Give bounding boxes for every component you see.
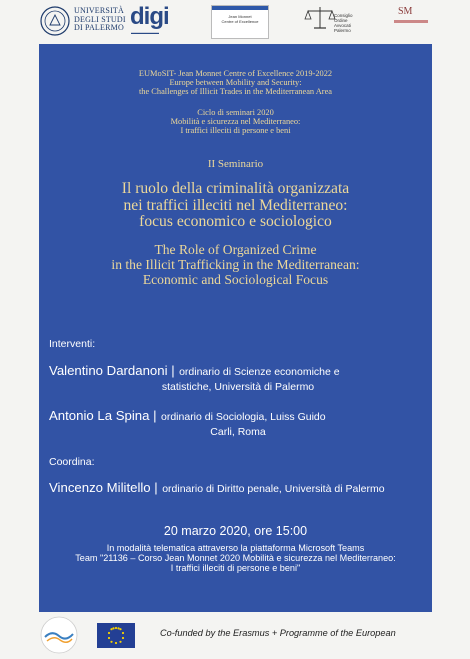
- event-info: In modalità telematica attraverso la piattaforma Microsoft Teams Team "21136 – Corso Jean Monnet 2020 Mobilità e sicurezza nel Mediterraneo: I traffici illeciti di persone e beni": [75, 543, 396, 574]
- sm-logo: SM: [392, 6, 432, 36]
- speaker-2: [49, 407, 427, 438]
- speaker-role-cont: Carli, Roma: [210, 426, 266, 438]
- ordine-avvocati-text: Consiglio Ordine Avvocati Palermo: [334, 13, 353, 33]
- jean-monnet-logo: Jean Monnet Centre of Excellence: [211, 5, 269, 39]
- seminar-number: II Seminario: [207, 158, 264, 170]
- cofunded-text: Co-funded by the Erasmus + Programme of the European: [160, 628, 396, 638]
- event-date: 20 marzo 2020, ore 15:00: [163, 524, 308, 538]
- title-italian: Il ruolo della criminalità organizzata nei traffici illeciti nel Mediterraneo: focus economico e sociologico: [121, 180, 350, 230]
- coordinator-name: Vincenzo Militello |: [49, 480, 158, 495]
- logo-header: [0, 0, 470, 44]
- eumosit-logo-icon: [40, 616, 78, 654]
- speaker-role: ordinario di Scienze economiche e: [179, 366, 340, 378]
- university-seal-icon: [40, 6, 70, 36]
- coordinator: [49, 479, 427, 497]
- poster-panel: [39, 44, 432, 612]
- seminar-cycle: Ciclo di seminari 2020 Mobilità e sicurezza nel Mediterraneo: I traffici illeciti di persone e beni: [170, 108, 301, 136]
- project-intro: EUMoSIT- Jean Monnet Centre of Excellence 2019-2022 Europe between Mobility and Security: the Challenges of Illicit Trades in the Mediterranean Area: [138, 69, 333, 97]
- speaker-role-cont: statistiche, Università di Palermo: [161, 381, 315, 393]
- interventi-label: Interventi:: [49, 338, 96, 350]
- speaker-1: [49, 362, 427, 393]
- speaker-name: Valentino Dardanoni |: [49, 363, 175, 378]
- university-name: UNIVERSITÀ DEGLI STUDI DI PALERMO: [74, 6, 126, 32]
- coordina-label: Coordina:: [49, 456, 95, 468]
- scales-of-justice-icon: [303, 4, 337, 32]
- speaker-name: Antonio La Spina |: [49, 408, 157, 423]
- digi-logo-underline: ▬▬▬▬▬▬▬: [131, 30, 159, 35]
- speaker-role: ordinario di Sociologia, Luiss Guido: [161, 411, 326, 423]
- digi-logo: digi: [130, 3, 169, 30]
- coordinator-role: ordinario di Diritto penale, Università di Palermo: [162, 483, 385, 495]
- eu-flag-icon: [97, 623, 135, 648]
- title-english: The Role of Organized Crime in the Illicit Trafficking in the Mediterranean: Economic and Sociological Focus: [111, 242, 360, 287]
